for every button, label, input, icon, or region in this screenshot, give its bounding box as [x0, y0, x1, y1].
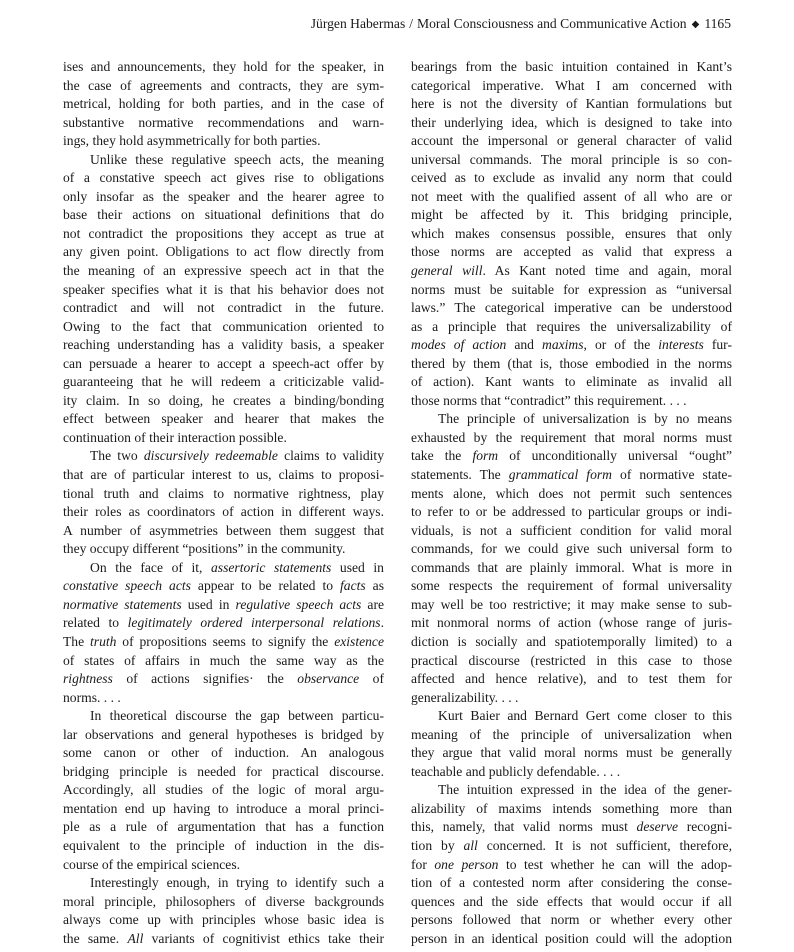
header-title: Moral Consciousness and Communicative Action: [417, 16, 687, 31]
line-text: commands, for we could give such universal form to: [411, 541, 732, 557]
italic-text: all: [463, 837, 478, 853]
line-text: account the impersonal or general character of valid: [411, 133, 732, 149]
line-text: to test whether he can will the adop-: [498, 856, 733, 872]
line-text: bearings from the basic intuition contained in Kant’s: [411, 59, 732, 74]
text-line: [411, 466, 732, 485]
line-text: concerned. It is not sufficient, therefore,: [477, 837, 732, 853]
line-text: Interestingly enough, in trying to identify such a: [90, 875, 384, 891]
text-line: [411, 670, 732, 689]
line-text: contradict and will not contradict in the future.: [63, 300, 384, 316]
text-line: [411, 707, 732, 726]
line-text: of normative state-: [611, 467, 732, 483]
line-text: of action). Kant wants to eliminate as invalid all: [411, 374, 732, 390]
text-line: [411, 95, 732, 114]
line-text: mentation end up having to introduce a moral princi-: [63, 800, 384, 816]
text-line: [411, 392, 732, 411]
text-line: [411, 225, 732, 244]
line-text: ity claim. In so doing, he creates a binding/bonding: [63, 392, 384, 408]
text-line: [63, 77, 384, 96]
line-text: The principle of universalization is by no means: [438, 411, 732, 427]
text-line: [411, 522, 732, 541]
text-line: [411, 206, 732, 225]
line-text: affected and hence relative), and to test them for: [411, 671, 732, 687]
text-line: [411, 856, 732, 875]
line-text: of a constative speech act gives rise to obligations: [63, 170, 384, 186]
line-text: The: [63, 633, 90, 649]
italic-text: facts: [340, 578, 366, 594]
line-text: appear to be related to: [190, 578, 340, 594]
diamond-icon: ◆: [691, 19, 700, 30]
italic-text: interests: [658, 337, 704, 353]
text-line: [411, 188, 732, 207]
text-line: [63, 911, 384, 930]
line-text: universal commands. The moral principle is so con-: [411, 151, 732, 167]
text-line: [411, 169, 732, 188]
text-line: [411, 911, 732, 930]
text-line: [63, 188, 384, 207]
text-line: [63, 114, 384, 133]
text-line: [63, 355, 384, 374]
text-line: [63, 577, 384, 596]
line-text: reaching understanding has a validity basis, a speaker: [63, 337, 384, 353]
text-line: [411, 262, 732, 281]
line-text: meaning of the principle of universalization when: [411, 726, 732, 742]
line-text: and: [506, 337, 542, 353]
text-line: [63, 522, 384, 541]
line-text: are: [361, 596, 385, 612]
line-text: mit nonmoral norms of action (whose range of juris-: [411, 615, 732, 631]
text-line: [63, 540, 384, 559]
text-line: [63, 262, 384, 281]
line-text: not contradict the propositions they accept as true at: [63, 225, 384, 241]
line-text: lar observations and general hypotheses is bridged by: [63, 726, 384, 742]
line-text: continuation of their interaction possible.: [63, 429, 287, 445]
italic-text: normative statements: [63, 596, 182, 612]
text-line: [411, 281, 732, 300]
line-text: The intuition expressed in the idea of the gener-: [438, 782, 732, 798]
text-line: [411, 151, 732, 170]
line-text: , or of the: [583, 337, 659, 353]
line-text: the meaning of an expressive speech act in that the: [63, 263, 384, 279]
text-line: [411, 503, 732, 522]
line-text: quences and the side effects that would occur if all: [411, 893, 732, 909]
line-text: guaranteeing that he will redeem a criticizable valid-: [63, 374, 384, 390]
line-text: the same.: [63, 930, 128, 946]
line-text: only insofar as the speaker and the hearer agree to: [63, 188, 384, 204]
text-line: [411, 930, 732, 949]
line-text: substantive normative recommendations and warn-: [63, 114, 384, 130]
line-text: related to: [63, 615, 128, 631]
text-line: [411, 540, 732, 559]
text-line: [411, 410, 732, 429]
text-line: [63, 874, 384, 893]
page-number: 1165: [704, 16, 731, 31]
line-text: this, namely, that valid norms must: [411, 819, 637, 835]
line-text: diction is socially and spatiotemporally limited) to a: [411, 633, 732, 649]
line-text: thered by them (that is, those embodied in the norms: [411, 355, 732, 371]
line-text: course of the empirical sciences.: [63, 856, 241, 872]
text-line: [63, 373, 384, 392]
line-text: generalizability. . . .: [411, 689, 519, 705]
italic-text: legitimately ordered interpersonal relations: [127, 615, 381, 631]
line-text: they argue that valid moral norms must be generally: [411, 745, 732, 761]
line-text: equivalent to the principle of induction in the dis-: [63, 837, 384, 853]
line-text: used in: [331, 559, 384, 575]
italic-text: observance: [297, 671, 360, 687]
text-line: [63, 837, 384, 856]
text-line: [63, 707, 384, 726]
left-text-column: [63, 58, 384, 948]
line-text: person in an identical position could will the adoption: [411, 930, 732, 946]
text-line: [63, 447, 384, 466]
text-line: [63, 652, 384, 671]
text-line: [63, 726, 384, 745]
line-text: In theoretical discourse the gap between particu-: [90, 708, 384, 724]
header-separator: /: [409, 16, 414, 31]
text-line: [63, 243, 384, 262]
line-text: categorical imperative. What I am concerned with: [411, 77, 732, 93]
line-text: for: [411, 856, 435, 872]
text-line: [411, 633, 732, 652]
line-text: ceived as to exclude as invalid any norm that could: [411, 170, 732, 186]
text-line: [63, 744, 384, 763]
text-line: [63, 485, 384, 504]
italic-text: modes of action: [411, 337, 507, 353]
line-text: those norms are accepted as valid that express a: [411, 244, 732, 260]
line-text: the case of agreements and contracts, they are sym-: [63, 77, 384, 93]
header-author: Jürgen Habermas: [310, 16, 406, 31]
line-text: ings, they hold asymmetrically for both parties.: [63, 133, 321, 149]
line-text: not meet with the qualified assent of all who are or: [411, 188, 732, 204]
text-line: [63, 596, 384, 615]
line-text: here is not the diversity of Kantian formulations but: [411, 96, 732, 112]
line-text: their roles as coordinators of action in different ways.: [63, 504, 384, 520]
line-text: of states of affairs in much the same way as the: [63, 652, 384, 668]
line-text: that are of particular interest to us, claims to proposi-: [63, 467, 384, 483]
text-line: [411, 77, 732, 96]
text-line: [411, 837, 732, 856]
text-line: [411, 485, 732, 504]
text-line: [411, 559, 732, 578]
text-line: [411, 447, 732, 466]
line-text: metrical, holding for both parties, and in the case of: [63, 96, 384, 112]
line-text: bridging principle is needed for practical discourse.: [63, 763, 384, 779]
text-line: [63, 633, 384, 652]
line-text: of actions signifies· the: [112, 671, 298, 687]
line-text: . As Kant noted time and again, moral: [482, 263, 732, 279]
text-line: [63, 893, 384, 912]
text-line: [411, 781, 732, 800]
line-text: moral principle, philosophers of diverse backgrounds: [63, 893, 384, 909]
text-line: [63, 132, 384, 151]
line-text: claims to validity: [277, 448, 384, 464]
line-text: norms must be suitable for expression as “universal: [411, 281, 732, 297]
line-text: always come up with principles whose basic idea is: [63, 912, 384, 928]
line-text: they occupy different “positions” in the community.: [63, 541, 346, 557]
line-text: some respects the requirement of formal universality: [411, 578, 732, 594]
text-line: [63, 818, 384, 837]
text-line: [63, 336, 384, 355]
line-text: Kurt Baier and Bernard Gert come closer to this: [438, 708, 732, 724]
text-line: [63, 689, 384, 708]
line-text: as a principle that requires the universalizability of: [411, 318, 732, 334]
text-line: [63, 299, 384, 318]
line-text: fur-: [703, 337, 732, 353]
text-line: [411, 874, 732, 893]
text-line: [63, 800, 384, 819]
line-text: Accordingly, all studies of the logic of moral argu-: [63, 782, 384, 798]
text-line: [411, 336, 732, 355]
text-line: [63, 503, 384, 522]
text-line: [63, 318, 384, 337]
text-line: [63, 559, 384, 578]
line-text: base their actions on situational definitions that do: [63, 207, 384, 223]
italic-text: All: [127, 930, 144, 946]
line-text: tion of a contested norm after considering the conse-: [411, 875, 732, 891]
italic-text: maxims: [542, 337, 584, 353]
line-text: exhausted by the requirement that moral norms must: [411, 429, 732, 445]
text-line: [63, 930, 384, 949]
line-text: Owing to the fact that communication oriented to: [63, 318, 384, 334]
line-text: persons followed that norm or whether every other: [411, 912, 732, 928]
line-text: of propositions seems to signify the: [116, 633, 335, 649]
italic-text: deserve: [636, 819, 679, 835]
line-text: some canon or other of induction. An analogous: [63, 745, 384, 761]
line-text: as: [365, 578, 384, 594]
line-text: practical discourse (restricted in this case to those: [411, 652, 732, 668]
text-line: [411, 58, 732, 77]
line-text: of: [359, 671, 384, 687]
text-line: [411, 577, 732, 596]
line-text: On the face of it,: [90, 559, 211, 575]
text-line: [411, 132, 732, 151]
text-line: [63, 225, 384, 244]
line-text: ple as a rule of argumentation that has a function: [63, 819, 384, 835]
line-text: ments alone, which does not permit such sentences: [411, 485, 732, 501]
line-text: viduals, is not a sufficient condition for valid moral: [411, 522, 732, 538]
italic-text: existence: [334, 633, 384, 649]
text-line: [411, 689, 732, 708]
italic-text: general will: [411, 263, 483, 279]
text-line: [411, 355, 732, 374]
line-text: recogni-: [678, 819, 732, 835]
italic-text: rightness: [63, 671, 113, 687]
text-line: [411, 299, 732, 318]
text-line: [63, 763, 384, 782]
line-text: any given point. Obligations to act flow directly from: [63, 244, 384, 260]
line-text: to refer to or be addressed to particular groups or indi-: [411, 504, 732, 520]
line-text: might be affected by it. This bridging principle,: [411, 207, 732, 223]
line-text: laws.” The categorical imperative can be understood: [411, 300, 732, 316]
text-line: [63, 151, 384, 170]
text-line: [411, 744, 732, 763]
text-line: [63, 670, 384, 689]
line-text: teachable and publicly defendable. . . .: [411, 763, 621, 779]
text-line: [411, 596, 732, 615]
text-line: [63, 281, 384, 300]
line-text: can persuade a hearer to accept a speech-act offer by: [63, 355, 384, 371]
line-text: used in: [181, 596, 236, 612]
line-text: norms. . . .: [63, 689, 121, 705]
line-text: Unlike these regulative speech acts, the meaning: [90, 151, 384, 167]
text-line: [411, 114, 732, 133]
text-line: [411, 614, 732, 633]
line-text: their underlying idea, which is designed to take into: [411, 114, 732, 130]
text-line: [411, 243, 732, 262]
text-line: [411, 818, 732, 837]
text-line: [411, 800, 732, 819]
italic-text: constative speech acts: [63, 578, 191, 594]
italic-text: one person: [434, 856, 499, 872]
line-text: alizability of maxims intends something more than: [411, 800, 732, 816]
text-line: [411, 373, 732, 392]
italic-text: assertoric statements: [211, 559, 332, 575]
line-text: effect between speaker and hearer that makes the: [63, 411, 384, 427]
line-text: A number of asymmetries between them suggest that: [63, 522, 384, 538]
text-line: [63, 206, 384, 225]
line-text: .: [380, 615, 384, 631]
text-line: [63, 429, 384, 448]
text-line: [63, 614, 384, 633]
text-line: [63, 95, 384, 114]
text-line: [63, 58, 384, 77]
line-text: statements. The: [411, 467, 509, 483]
line-text: commands that are plainly immoral. What is more in: [411, 559, 732, 575]
italic-text: form: [472, 448, 499, 464]
text-line: [63, 856, 384, 875]
text-line: [411, 726, 732, 745]
line-text: tional truth and claims to normative rightness, play: [63, 485, 384, 501]
text-line: [63, 466, 384, 485]
line-text: which makes consensus possible, ensures that only: [411, 225, 732, 241]
text-line: [63, 169, 384, 188]
text-line: [63, 781, 384, 800]
text-line: [63, 392, 384, 411]
italic-text: regulative speech acts: [235, 596, 362, 612]
line-text: may well be too restrictive; it may make sense to sub-: [411, 596, 732, 612]
text-line: [411, 652, 732, 671]
text-line: [411, 318, 732, 337]
text-line: [63, 410, 384, 429]
running-header: [60, 14, 731, 36]
italic-text: truth: [90, 633, 117, 649]
line-text: ises and announcements, they hold for the speaker, in: [63, 59, 384, 74]
text-line: [411, 893, 732, 912]
text-line: [411, 763, 732, 782]
line-text: of unconditionally universal “ought”: [498, 448, 732, 464]
italic-text: grammatical form: [508, 467, 612, 483]
italic-text: discursively redeemable: [143, 448, 278, 464]
text-line: [411, 429, 732, 448]
line-text: The two: [90, 448, 144, 464]
line-text: those norms that “contradict” this requirement. . . .: [411, 392, 687, 408]
line-text: take the: [411, 448, 473, 464]
line-text: variants of cognitivist ethics take their: [143, 930, 384, 946]
line-text: tion by: [411, 837, 464, 853]
line-text: speaker specifies what it is that his behavior does not: [63, 281, 384, 297]
right-text-column: [411, 58, 732, 948]
